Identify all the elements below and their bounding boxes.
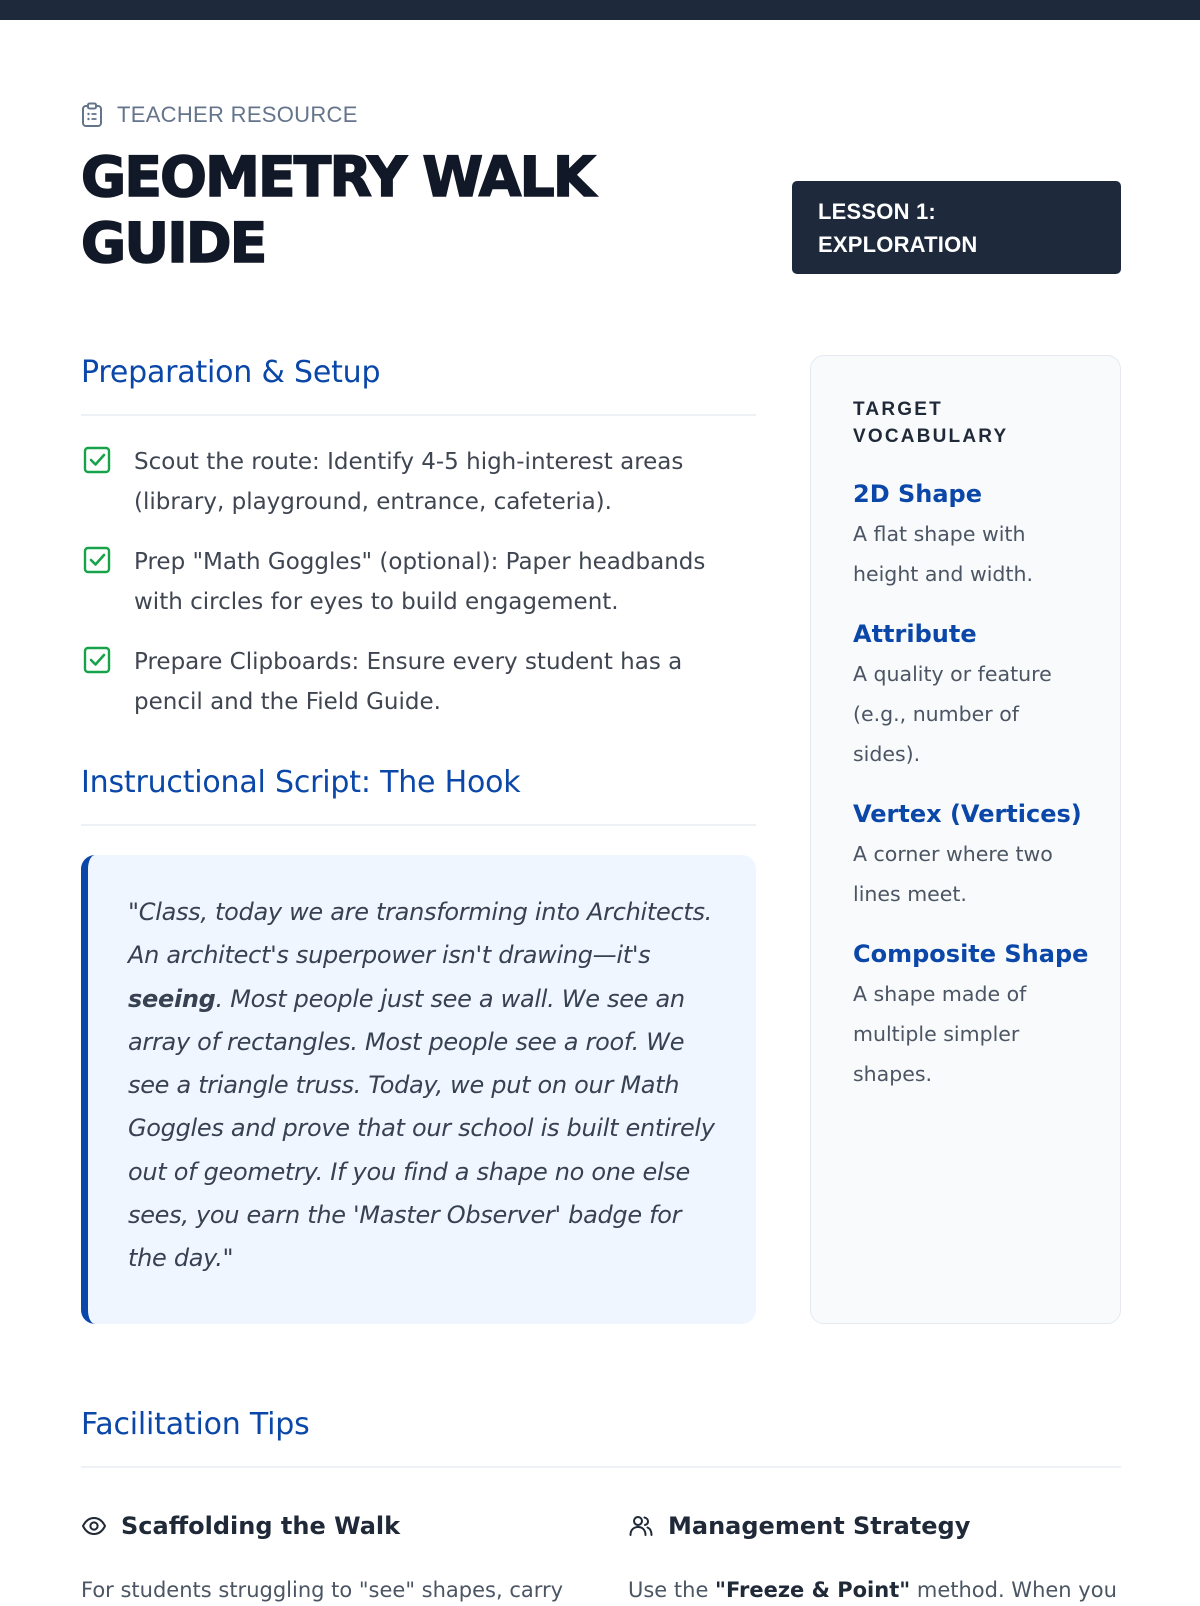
checklist-item-text: Prep "Math Goggles" (optional): Paper headbands with circles for eyes to build engagement. (134, 549, 706, 615)
vocab-term (853, 798, 1090, 914)
vocab-term-definition: A shape made of multiple simpler shapes. (853, 982, 1027, 1086)
facilitation-heading: Facilitation Tips (81, 1407, 310, 1442)
vocab-term-name: Vertex (Vertices) (853, 800, 1082, 828)
quote-emphasis: seeing (128, 984, 216, 1013)
scaffolding-tip-body: For students struggling to "see" shapes, carry (81, 1578, 564, 1602)
checklist-item-text: Prepare Clipboards: Ensure every student has a pencil and the Field Guide. (134, 649, 683, 715)
lesson-name: EXPLORATION (818, 232, 978, 257)
management-tip-body (628, 1574, 1118, 1606)
quote-part-1: "Class, today we are transforming into Architects. An architect's superpower isn't drawing—it's (128, 898, 712, 970)
vocab-term-definition: A corner where two lines meet. (853, 842, 1053, 906)
scaffolding-tip (81, 1508, 571, 1606)
checklist-item (81, 542, 756, 622)
eye-icon (81, 1513, 107, 1539)
vocab-term (853, 478, 1090, 594)
preparation-checklist (81, 442, 756, 742)
checklist-item-text: Scout the route: Identify 4-5 high-interest areas (library, playground, entrance, cafeteria). (134, 449, 684, 515)
title-line-2: GUIDE (81, 211, 266, 275)
script-quote-box (81, 855, 756, 1324)
vocabulary-heading: TARGET VOCABULARY (853, 399, 1009, 447)
management-body-after: method. When you (910, 1578, 1117, 1602)
page-title (81, 144, 701, 276)
management-body-before: Use the (628, 1578, 716, 1602)
management-body-emphasis: "Freeze & Point" (715, 1578, 911, 1602)
vocab-term (853, 618, 1090, 774)
scaffolding-tip-header (81, 1508, 571, 1544)
users-icon (628, 1513, 654, 1539)
vocab-term (853, 938, 1090, 1094)
lesson-badge (792, 181, 1121, 274)
preparation-heading: Preparation & Setup (81, 355, 381, 390)
resource-label-text: TEACHER RESOURCE (117, 102, 358, 127)
scaffolding-tip-title: Scaffolding the Walk (121, 1512, 401, 1540)
script-heading: Instructional Script: The Hook (81, 765, 521, 800)
vocab-term-definition: A quality or feature (e.g., number of sides). (853, 662, 1052, 766)
checklist-item (81, 442, 756, 522)
facilitation-divider (81, 1466, 1121, 1468)
vocab-term-name: Attribute (853, 620, 977, 648)
lesson-number: LESSON 1: (818, 199, 936, 224)
title-line-1: GEOMETRY WALK (81, 145, 594, 209)
checkbox-checked-icon (83, 646, 111, 674)
checklist-item (81, 642, 756, 722)
management-tip-title: Management Strategy (668, 1512, 971, 1540)
vocab-term-name: Composite Shape (853, 940, 1089, 968)
top-bar (0, 0, 1200, 20)
checkbox-checked-icon (83, 446, 111, 474)
clipboard-icon (81, 102, 103, 128)
quote-part-2: . Most people just see a wall. We see an array of rectangles. Most people see a roof. We see a triangle truss. Today, we put on our Math Goggles and prove that our school is built entirely out of geometry. If you find a shape no one else sees, you earn the 'Master Observer' badge for the day." (128, 984, 715, 1273)
management-tip (628, 1508, 1118, 1606)
preparation-divider (81, 414, 756, 416)
vocab-term-name: 2D Shape (853, 480, 982, 508)
management-tip-header (628, 1508, 1118, 1544)
vocab-term-definition: A flat shape with height and width. (853, 522, 1033, 586)
script-quote (128, 891, 724, 1281)
vocabulary-card (810, 355, 1121, 1324)
resource-label (81, 102, 358, 128)
checkbox-checked-icon (83, 546, 111, 574)
script-divider (81, 824, 756, 826)
